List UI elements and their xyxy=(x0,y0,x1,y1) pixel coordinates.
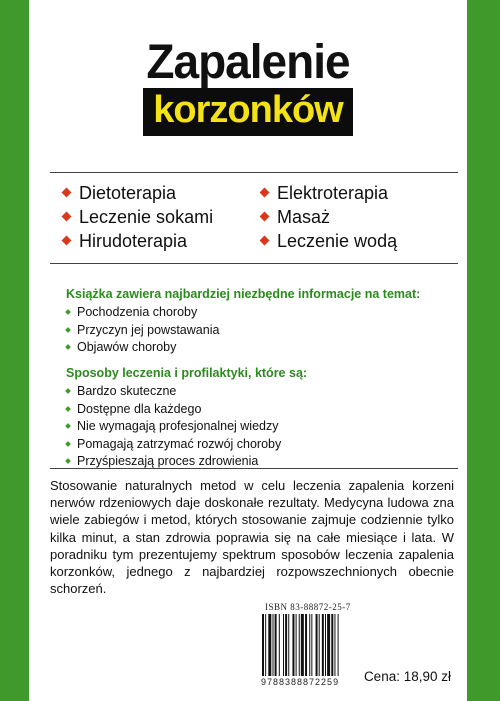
methods-list xyxy=(66,383,281,471)
isbn-label: ISBN 83-88872-25-7 xyxy=(265,602,351,612)
divider-bottom xyxy=(50,468,458,469)
bullet-icon xyxy=(65,406,71,412)
bullet-icon xyxy=(65,309,71,315)
info-heading: Książka zawiera najbardziej niezbędne informacje na temat: xyxy=(66,287,421,301)
barcode-icon xyxy=(260,614,370,678)
title-line-2-wrapper xyxy=(29,88,467,136)
list-item: Przyśpieszają proces zdrowienia xyxy=(66,453,281,471)
bullet-icon xyxy=(62,188,72,198)
topic-item xyxy=(261,183,451,204)
bullet-icon xyxy=(260,236,270,246)
bullet-icon xyxy=(65,458,71,464)
bullet-icon xyxy=(62,236,72,246)
barcode-number: 9788388872259 xyxy=(261,677,340,687)
divider-top xyxy=(50,172,458,173)
back-cover xyxy=(29,0,467,701)
list-item: Przyczyn jej powstawania xyxy=(66,322,219,340)
topic-label: Hirudoterapia xyxy=(79,231,188,251)
bullet-icon xyxy=(65,327,71,333)
bullet-icon xyxy=(65,423,71,429)
list-item: Pochodzenia choroby xyxy=(66,304,219,322)
right-green-band xyxy=(467,0,500,701)
topic-item xyxy=(261,207,451,228)
topic-label: Masaż xyxy=(277,207,331,227)
bullet-icon xyxy=(260,212,270,222)
list-item: Objawów choroby xyxy=(66,339,219,357)
topic-item xyxy=(63,207,261,228)
left-green-band xyxy=(0,0,29,701)
description-paragraph: Stosowanie naturalnych metod w celu leczenia zapalenia korzeni nerwów rdzeniowych daje doskonałe rezultaty. Medycyna ludowa zna wiele zabiegów i metod, których stosowanie zajmuje codziennie tylko kilka minut, a stan zdrowia poprawia się na całe miesiące i lata. W poradniku tym prezentujemy spektrum sposobów leczenia zapalenia korzonków, jednego z najbardziej rozpowszechnionych obecnie schorzeń. xyxy=(50,478,454,597)
list-item: Nie wymagają profesjonalnej wiedzy xyxy=(66,418,281,436)
topic-label: Elektroterapia xyxy=(277,183,389,203)
topic-item xyxy=(63,183,261,204)
topic-label: Dietoterapia xyxy=(79,183,177,203)
list-item: Pomagają zatrzymać rozwój choroby xyxy=(66,436,281,454)
topic-label: Leczenie wodą xyxy=(277,231,398,251)
list-item: Dostępne dla każdego xyxy=(66,401,281,419)
bullet-icon xyxy=(65,441,71,447)
divider-middle xyxy=(50,263,458,264)
topic-grid xyxy=(63,183,463,252)
topic-item xyxy=(261,231,451,252)
topic-label: Leczenie sokami xyxy=(79,207,214,227)
topic-item xyxy=(63,231,261,252)
bullet-icon xyxy=(65,344,71,350)
bullet-icon xyxy=(65,388,71,394)
bullet-icon xyxy=(62,212,72,222)
bullet-icon xyxy=(260,188,270,198)
list-item: Bardzo skuteczne xyxy=(66,383,281,401)
methods-heading: Sposoby leczenia i profilaktyki, które są: xyxy=(66,366,308,380)
info-list xyxy=(66,304,219,357)
title-line-1: Zapalenie xyxy=(146,33,350,89)
title-line-2: korzonków xyxy=(143,88,352,136)
price-label: Cena: 18,90 zł xyxy=(363,669,451,684)
